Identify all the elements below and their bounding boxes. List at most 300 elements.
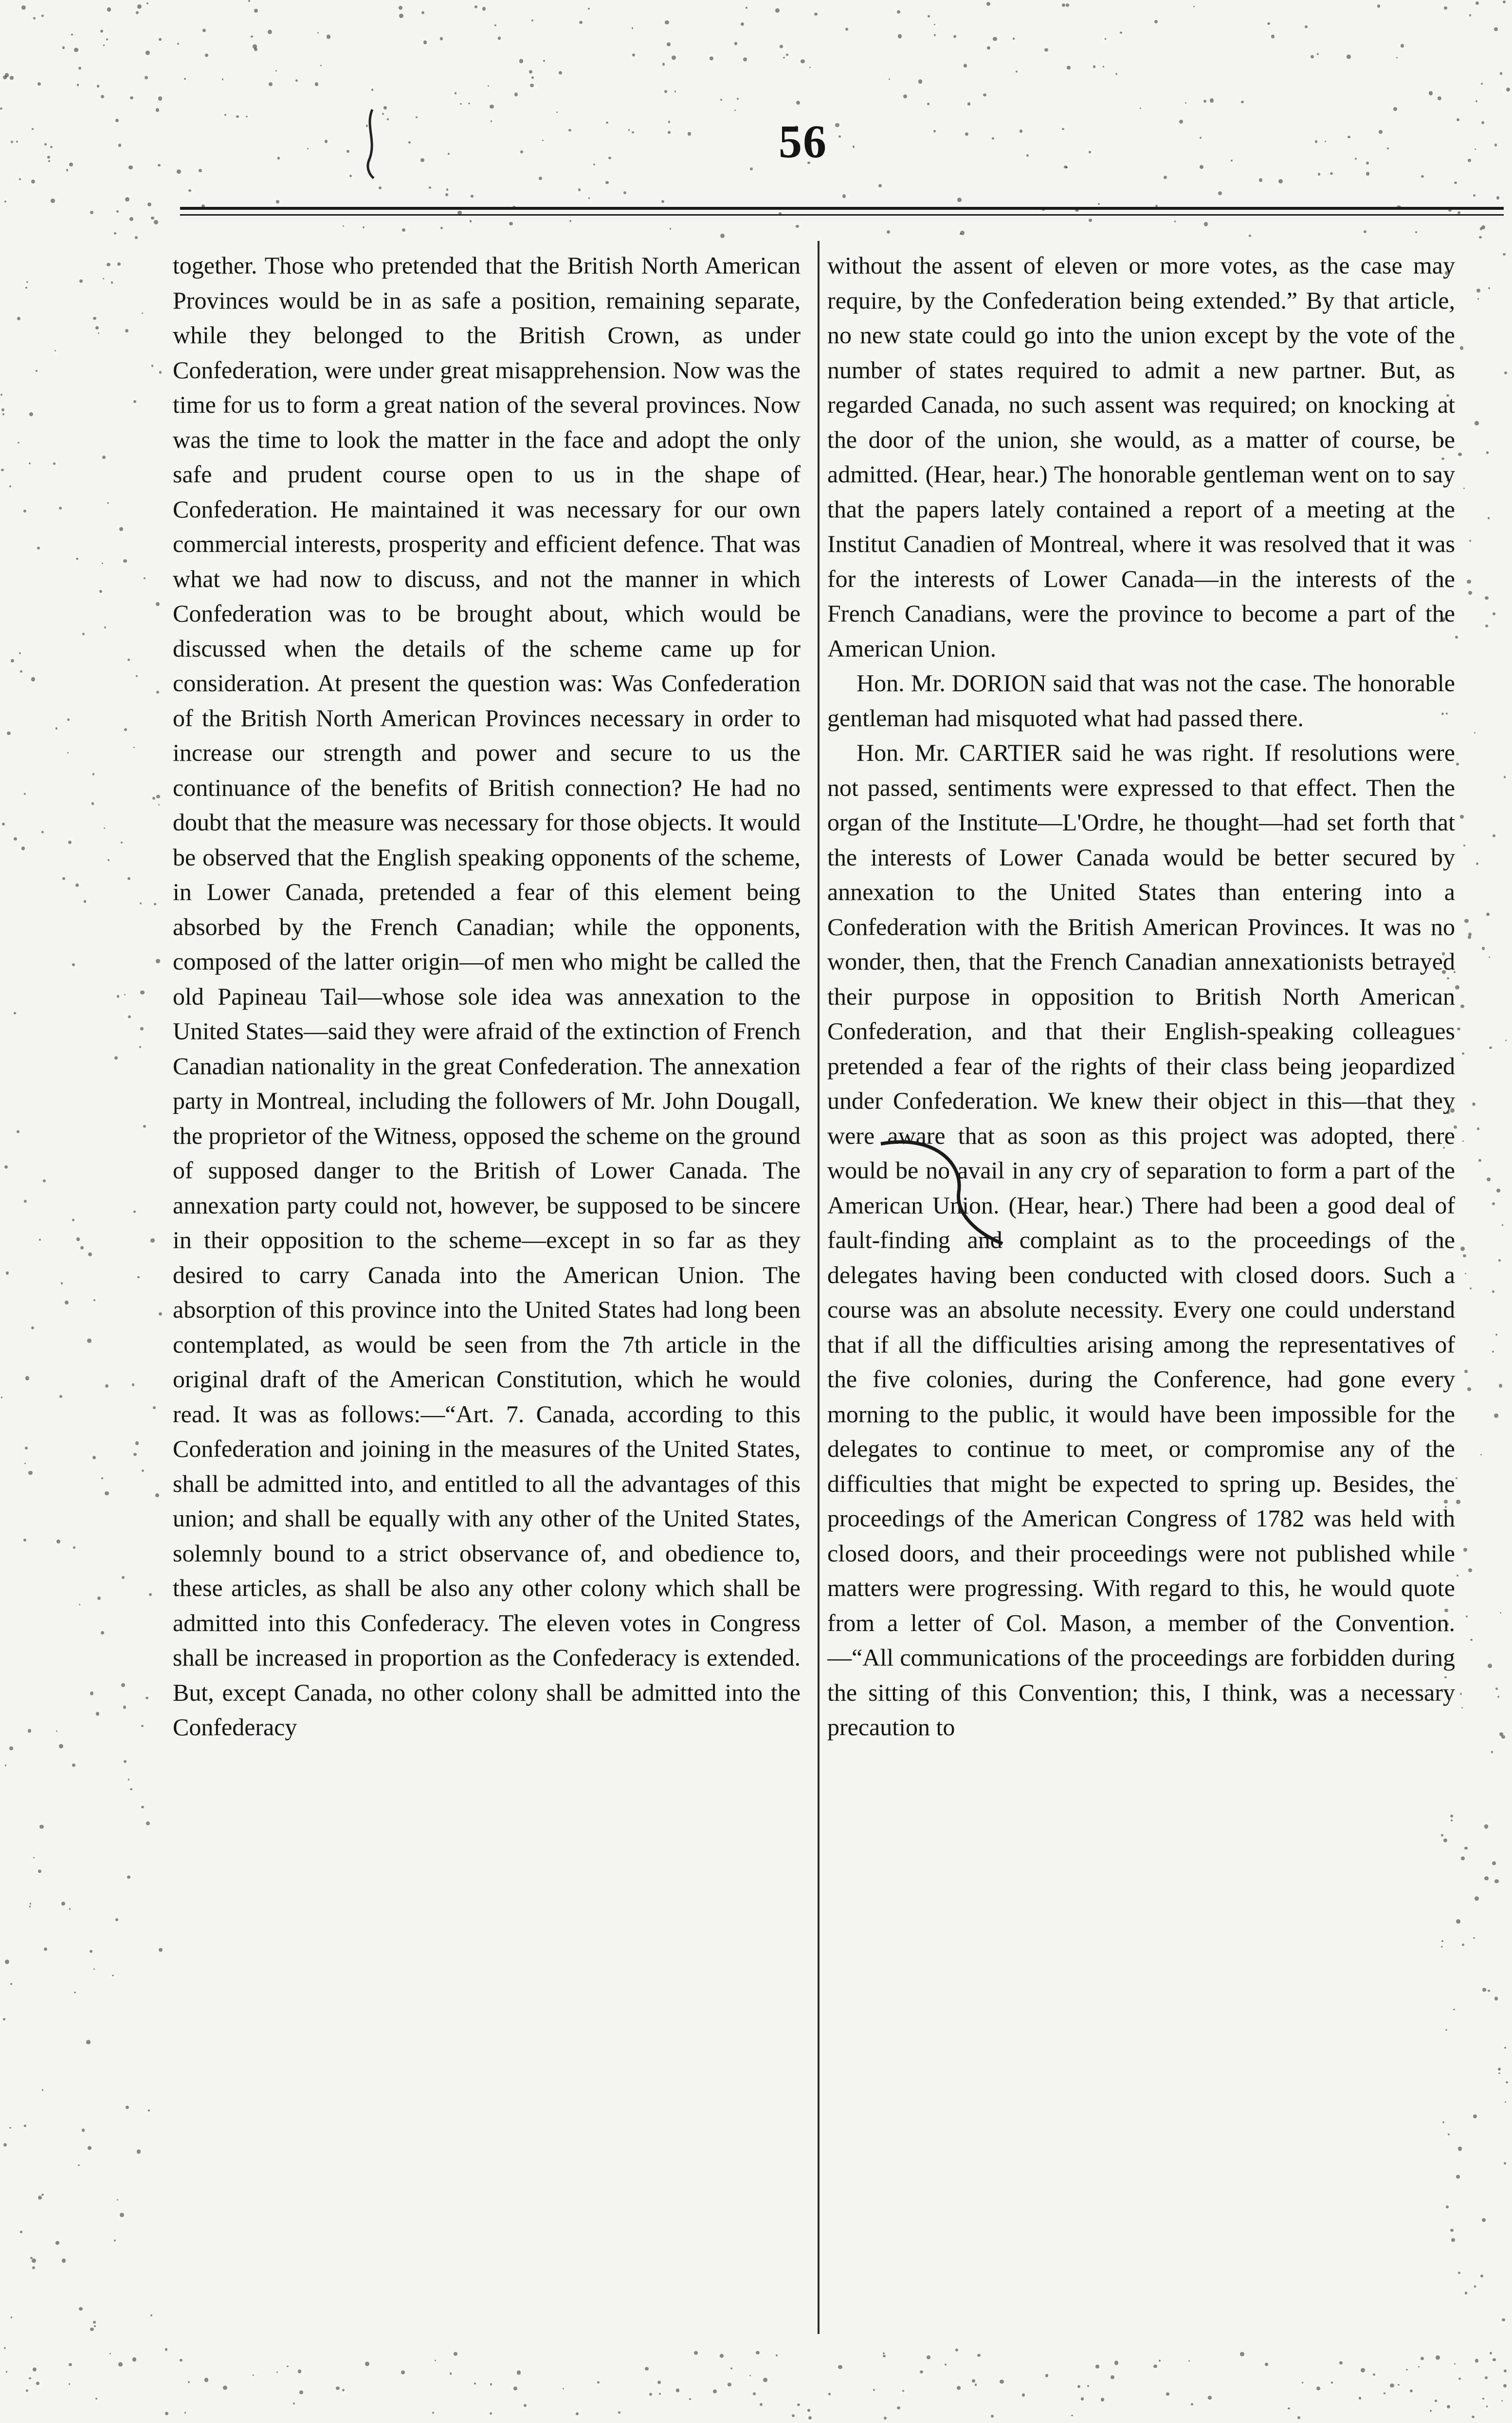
print-speck: [659, 2393, 661, 2395]
print-speck: [576, 2412, 579, 2415]
print-speck: [5, 73, 9, 77]
print-speck: [92, 1456, 96, 1459]
print-speck: [2, 823, 5, 826]
print-speck: [1430, 2410, 1432, 2412]
print-speck: [928, 15, 930, 18]
print-speck: [399, 6, 402, 10]
print-speck: [146, 1821, 150, 1825]
print-speck: [1498, 2068, 1501, 2071]
print-speck: [1484, 1876, 1488, 1880]
print-speck: [1455, 985, 1459, 990]
print-speck: [1460, 1247, 1465, 1251]
print-speck: [73, 1546, 75, 1548]
print-speck: [1457, 1575, 1458, 1576]
print-speck: [156, 602, 160, 606]
print-speck: [1325, 141, 1326, 142]
print-speck: [440, 227, 443, 230]
print-speck: [468, 103, 470, 105]
print-speck: [86, 2040, 90, 2044]
print-speck: [1504, 371, 1507, 374]
print-speck: [111, 281, 113, 284]
print-speck: [1387, 147, 1389, 149]
print-speck: [0, 394, 3, 396]
print-speck: [1503, 253, 1505, 256]
print-speck: [593, 164, 595, 165]
print-speck: [1478, 1159, 1481, 1162]
print-speck: [140, 991, 144, 994]
print-speck: [835, 123, 839, 127]
print-speck: [1316, 2386, 1321, 2391]
print-speck: [494, 24, 496, 26]
print-speck: [156, 691, 159, 694]
print-speck: [10, 1983, 12, 1985]
print-speck: [750, 167, 752, 170]
print-speck: [1210, 98, 1214, 103]
print-speck: [4, 2347, 6, 2349]
print-speck: [1398, 2384, 1400, 2386]
print-speck: [43, 1179, 46, 1182]
print-speck: [24, 793, 26, 795]
print-speck: [1457, 211, 1460, 214]
print-speck: [1468, 159, 1471, 162]
print-speck: [151, 217, 154, 220]
print-speck: [1089, 219, 1092, 222]
print-speck: [1470, 1639, 1473, 1641]
print-speck: [520, 150, 524, 154]
print-speck: [1305, 25, 1308, 28]
print-speck: [657, 2381, 661, 2384]
print-speck: [399, 14, 403, 18]
print-speck: [137, 4, 142, 9]
print-speck: [11, 141, 13, 143]
print-speck: [753, 2392, 756, 2395]
print-speck: [90, 1691, 93, 1695]
print-speck: [31, 677, 35, 681]
print-speck: [1500, 1612, 1501, 1614]
print-speck: [159, 1948, 163, 1952]
print-speck: [1093, 65, 1096, 68]
print-speck: [490, 2383, 492, 2386]
print-speck: [23, 510, 26, 513]
print-speck: [1463, 488, 1465, 489]
print-speck: [1456, 1919, 1460, 1924]
print-speck: [1259, 178, 1263, 182]
print-speck: [674, 91, 676, 92]
print-speck: [889, 78, 891, 80]
print-speck: [130, 96, 133, 100]
print-speck: [253, 2374, 254, 2376]
print-speck: [1311, 55, 1314, 58]
print-speck: [136, 675, 138, 677]
print-speck: [103, 278, 104, 279]
print-speck: [253, 44, 257, 49]
print-speck: [79, 2307, 82, 2311]
print-speck: [143, 1125, 146, 1128]
print-speck: [579, 21, 583, 24]
print-speck: [146, 2, 148, 4]
print-speck: [101, 95, 105, 99]
print-speck: [1500, 72, 1503, 75]
print-speck: [1111, 2375, 1114, 2379]
print-speck: [55, 2241, 59, 2245]
print-speck: [1496, 1189, 1500, 1193]
print-speck: [224, 114, 226, 116]
print-speck: [1504, 2162, 1506, 2165]
print-speck: [1406, 2369, 1407, 2370]
print-speck: [1463, 1548, 1467, 1552]
print-speck: [934, 34, 936, 37]
print-speck: [19, 178, 21, 180]
print-speck: [490, 2412, 492, 2415]
print-speck: [887, 230, 890, 234]
print-speck: [568, 129, 571, 132]
print-speck: [124, 994, 126, 995]
print-speck: [90, 211, 93, 214]
print-speck: [69, 2363, 72, 2367]
print-speck: [531, 76, 534, 79]
print-speck: [188, 189, 191, 192]
print-speck: [1477, 1127, 1480, 1130]
print-speck: [119, 527, 123, 531]
print-speck: [1485, 596, 1488, 600]
print-speck: [416, 116, 418, 118]
print-speck: [1475, 1896, 1479, 1901]
print-speck: [1485, 2376, 1488, 2379]
print-speck: [180, 2359, 182, 2362]
print-speck: [93, 1968, 95, 1970]
print-speck: [1436, 2355, 1440, 2360]
print-speck: [38, 1870, 41, 1873]
print-speck: [665, 20, 669, 24]
print-speck: [325, 140, 328, 143]
print-speck: [132, 1383, 135, 1386]
print-speck: [154, 220, 158, 224]
print-speck: [23, 1539, 26, 1542]
print-speck: [1456, 1500, 1460, 1504]
print-speck: [9, 1746, 13, 1750]
print-speck: [1491, 1751, 1494, 1753]
print-speck: [1463, 844, 1465, 846]
print-speck: [1429, 91, 1433, 95]
print-speck: [66, 169, 68, 171]
print-speck: [1, 408, 4, 411]
print-speck: [222, 78, 224, 80]
print-speck: [16, 141, 18, 143]
print-speck: [1331, 2382, 1332, 2383]
print-speck: [165, 2348, 167, 2350]
print-speck: [317, 32, 319, 34]
print-speck: [1485, 624, 1488, 627]
print-speck: [133, 400, 136, 403]
print-speck: [927, 2355, 930, 2359]
print-speck: [69, 2383, 70, 2385]
print-speck: [1355, 158, 1357, 160]
print-speck: [796, 101, 800, 105]
print-speck: [734, 42, 737, 45]
print-speck: [1384, 2392, 1385, 2394]
print-speck: [1444, 6, 1447, 10]
print-speck: [104, 827, 106, 829]
print-speck: [92, 773, 95, 775]
print-speck: [474, 5, 477, 8]
print-speck: [88, 1252, 92, 1256]
print-speck: [429, 186, 431, 189]
print-speck: [435, 2360, 436, 2361]
print-speck: [120, 2213, 124, 2217]
print-speck: [29, 1906, 31, 1908]
print-speck: [142, 312, 143, 314]
print-speck: [873, 2389, 875, 2391]
print-speck: [1494, 27, 1498, 31]
print-speck: [137, 2149, 141, 2154]
print-speck: [1218, 191, 1222, 195]
print-speck: [14, 837, 17, 841]
print-speck: [1460, 1005, 1464, 1008]
print-speck: [223, 2386, 227, 2390]
print-speck: [20, 670, 23, 673]
print-speck: [9, 2127, 11, 2129]
print-speck: [632, 131, 634, 133]
print-speck: [59, 1744, 63, 1748]
print-speck: [105, 1491, 109, 1496]
print-speck: [878, 184, 882, 188]
print-speck: [269, 82, 273, 86]
print-speck: [128, 877, 130, 880]
print-speck: [828, 2393, 830, 2395]
print-speck: [78, 2165, 80, 2166]
print-speck: [1495, 1334, 1497, 1336]
print-speck: [128, 1779, 129, 1780]
print-speck: [41, 2194, 44, 2196]
print-speck: [746, 7, 747, 9]
print-speck: [277, 157, 280, 159]
print-speck: [97, 85, 100, 88]
print-speck: [953, 35, 956, 38]
print-speck: [1164, 176, 1167, 179]
print-speck: [1469, 540, 1471, 542]
print-speck: [188, 2381, 190, 2383]
print-speck: [694, 2351, 698, 2355]
print-speck: [150, 2314, 153, 2317]
print-speck: [47, 156, 50, 159]
print-speck: [530, 84, 534, 88]
print-speck: [1347, 55, 1351, 59]
print-speck: [61, 1282, 63, 1285]
print-speck: [117, 262, 121, 266]
print-speck: [796, 225, 799, 228]
print-speck: [135, 236, 138, 239]
print-speck: [1493, 2358, 1495, 2361]
print-speck: [55, 727, 58, 730]
print-speck: [1458, 2147, 1462, 2151]
print-speck: [106, 38, 108, 40]
print-speck: [56, 1540, 60, 1543]
print-speck: [1188, 2360, 1190, 2362]
print-speck: [159, 38, 162, 41]
print-speck: [519, 59, 523, 63]
print-speck: [1095, 2365, 1099, 2368]
print-speck: [137, 1276, 139, 1278]
print-speck: [977, 2354, 980, 2357]
print-speck: [801, 59, 804, 63]
print-speck: [29, 462, 31, 464]
print-speck: [4, 201, 6, 202]
print-speck: [67, 752, 69, 753]
print-speck: [661, 200, 664, 203]
print-speck: [17, 317, 20, 320]
print-speck: [41, 15, 44, 17]
print-speck: [1159, 2360, 1161, 2362]
print-speck: [517, 2370, 521, 2375]
print-speck: [158, 164, 160, 166]
print-speck: [1454, 182, 1457, 184]
print-speck: [1401, 44, 1404, 47]
print-speck: [786, 54, 788, 56]
print-speck: [543, 60, 545, 62]
print-speck: [474, 2383, 475, 2384]
print-speck: [327, 35, 330, 38]
print-speck: [741, 22, 744, 26]
print-speck: [1465, 1273, 1466, 1274]
print-speck: [667, 42, 671, 47]
print-speck: [957, 2386, 960, 2389]
print-speck: [728, 2383, 731, 2386]
print-speck: [1454, 2363, 1456, 2365]
print-speck: [29, 412, 33, 416]
print-speck: [559, 71, 562, 74]
print-speck: [1377, 4, 1380, 7]
print-speck: [1494, 144, 1497, 146]
print-speck: [578, 188, 581, 191]
print-speck: [632, 27, 633, 29]
print-speck: [618, 2411, 620, 2414]
print-speck: [897, 10, 900, 14]
print-speck: [132, 2357, 136, 2361]
print-speck: [1361, 2368, 1365, 2372]
print-speck: [688, 132, 691, 135]
print-speck: [102, 563, 103, 564]
print-speck: [920, 2370, 923, 2373]
print-speck: [123, 1706, 127, 1709]
print-speck: [408, 141, 411, 144]
print-speck: [1103, 66, 1105, 68]
print-speck: [128, 659, 130, 661]
print-speck: [809, 67, 811, 68]
print-speck: [1249, 235, 1251, 237]
print-speck: [141, 1725, 144, 1727]
print-speck: [62, 2258, 66, 2263]
print-speck: [31, 180, 35, 184]
print-speck: [154, 903, 156, 905]
print-speck: [59, 507, 62, 510]
print-speck: [945, 2364, 947, 2366]
print-speck: [1482, 2398, 1484, 2400]
print-speck: [1457, 1028, 1460, 1031]
print-speck: [32, 128, 33, 129]
print-speck: [135, 1441, 139, 1445]
print-speck: [737, 98, 739, 100]
print-speck: [1468, 591, 1472, 595]
print-speck: [100, 30, 103, 33]
print-speck: [125, 329, 129, 333]
print-speck: [107, 7, 111, 12]
print-speck: [2, 413, 4, 415]
print-speck: [563, 2388, 565, 2390]
print-speck: [445, 193, 448, 196]
print-speck: [488, 85, 489, 87]
print-speck: [1460, 346, 1464, 350]
print-speck: [36, 2382, 39, 2385]
print-speck: [1115, 73, 1117, 75]
print-speck: [1488, 287, 1490, 289]
print-speck: [649, 2393, 652, 2396]
print-speck: [1438, 96, 1441, 100]
print-speck: [97, 1597, 101, 1600]
print-speck: [28, 1471, 33, 1475]
print-speck: [710, 56, 713, 60]
print-speck: [664, 90, 667, 93]
print-speck: [1339, 2361, 1343, 2365]
print-speck: [1487, 1177, 1491, 1181]
print-speck: [1455, 636, 1458, 639]
print-speck: [1105, 38, 1107, 40]
print-speck: [26, 2389, 28, 2392]
print-speck: [1330, 172, 1333, 175]
print-speck: [1410, 2389, 1413, 2392]
print-speck: [62, 877, 65, 880]
print-speck: [145, 76, 148, 80]
print-speck: [1288, 2407, 1290, 2410]
print-speck: [1366, 172, 1370, 176]
print-speck: [1087, 2385, 1089, 2387]
print-speck: [177, 169, 181, 173]
print-speck: [158, 96, 162, 100]
print-speck: [1470, 1287, 1472, 1289]
print-speck: [965, 132, 968, 136]
print-speck: [9, 485, 11, 487]
print-speck: [1462, 1944, 1464, 1946]
print-speck: [934, 24, 935, 25]
print-speck: [107, 263, 110, 267]
print-speck: [776, 2354, 778, 2357]
print-speck: [1421, 175, 1424, 178]
print-speck: [1492, 1290, 1494, 1292]
print-speck: [90, 2328, 94, 2331]
print-speck: [1488, 1664, 1492, 1668]
print-speck: [606, 122, 608, 124]
print-speck: [199, 169, 202, 172]
print-speck: [78, 67, 81, 70]
print-speck: [1473, 194, 1476, 197]
print-speck: [1020, 129, 1022, 132]
print-speck: [79, 279, 83, 283]
print-speck: [125, 197, 129, 202]
print-speck: [1493, 834, 1495, 837]
print-speck: [1000, 2380, 1004, 2384]
print-speck: [114, 1056, 118, 1060]
print-speck: [1481, 83, 1483, 85]
print-speck: [1462, 1140, 1464, 1142]
print-speck: [1496, 196, 1500, 200]
print-speck: [780, 45, 783, 48]
print-speck: [838, 2365, 842, 2369]
print-speck: [1460, 815, 1464, 819]
print-speck: [150, 1238, 155, 1243]
print-speck: [1185, 102, 1186, 104]
print-speck: [36, 370, 37, 371]
print-speck: [983, 93, 986, 96]
print-speck: [1474, 732, 1476, 734]
